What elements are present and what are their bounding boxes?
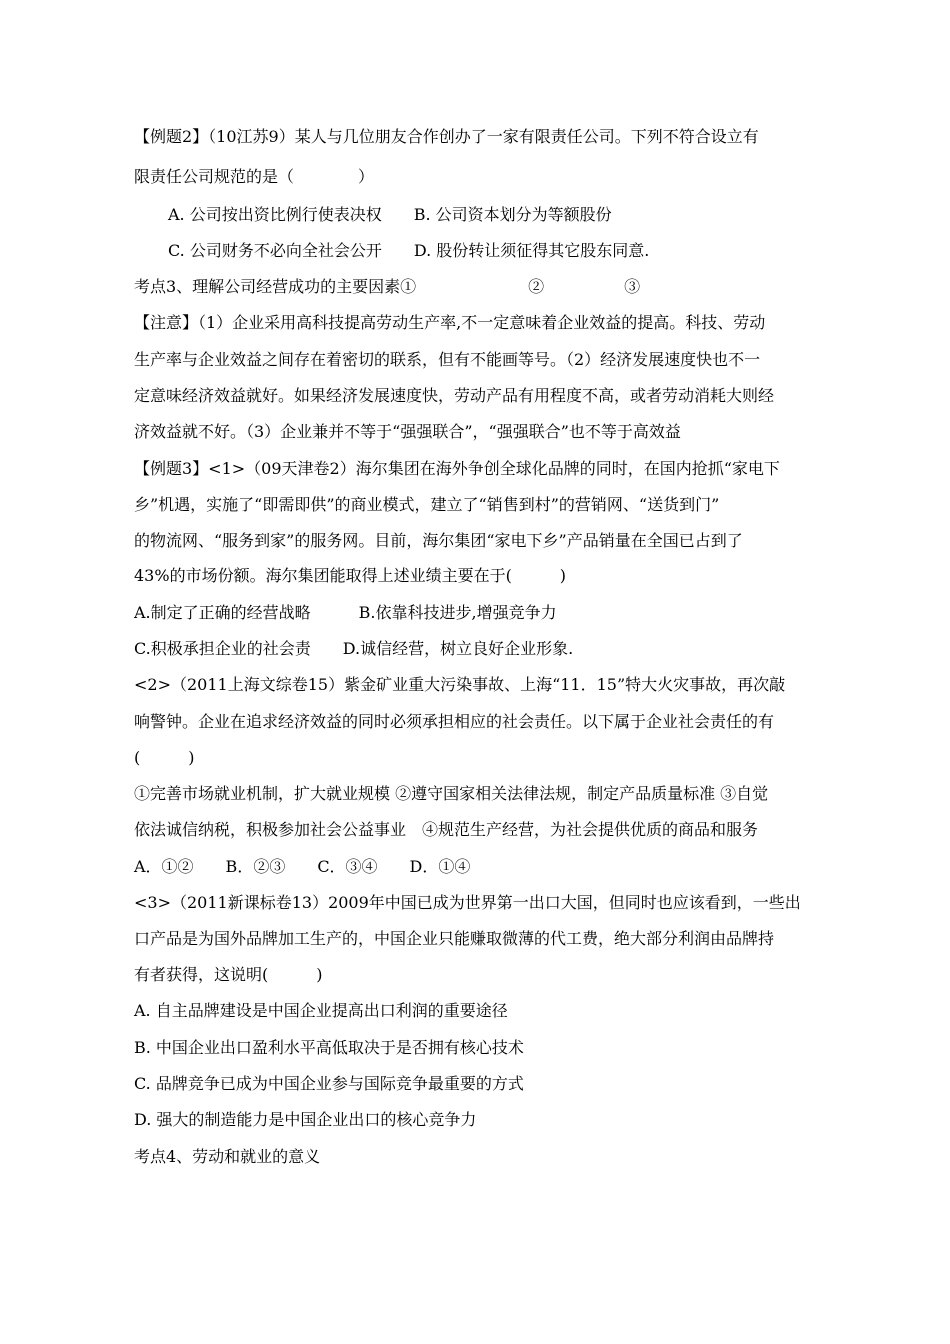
example3-q1-line1: 【例题3】<1>（09天津卷2）海尔集团在海外争创全球化品牌的同时，在国内抢抓“家电下 bbox=[134, 459, 780, 478]
topic4-heading: 考点4、劳动和就业的意义 bbox=[134, 1147, 321, 1166]
example2-question-line1: 【例题2】（10江苏9）某人与几位朋友合作创办了一家有限责任公司。下列不符合设立有 bbox=[134, 127, 759, 146]
example3-q1-line4: 43%的市场份额。海尔集团能取得上述业绩主要在于( ) bbox=[134, 566, 567, 585]
example2-options-ab: A. 公司按出资比例行使表决权 B. 公司资本划分为等额股份 bbox=[168, 205, 612, 224]
note-line3: 定意味经济效益就好。如果经济发展速度快，劳动产品有用程度不高，或者劳动消耗大则经 bbox=[134, 386, 775, 405]
example3-q1-options-cd: C.积极承担企业的社会责 D.诚信经营，树立良好企业形象. bbox=[134, 639, 574, 658]
example3-q1-line2: 乡”机遇，实施了“即需即供”的商业模式，建立了“销售到村”的营销网、“送货到门” bbox=[134, 495, 720, 514]
example3-q1-options-ab: A.制定了正确的经营战略 B.依靠科技进步,增强竞争力 bbox=[134, 603, 557, 622]
example3-q3-line1: <3>（2011新课标卷13）2009年中国已成为世界第一出口大国，但同时也应该看到，一些出 bbox=[134, 893, 801, 912]
note-line4: 济效益就不好。（3）企业兼并不等于“强强联合”，“强强联合”也不等于高效益 bbox=[134, 422, 681, 441]
example3-q2-options: A．①② B．②③ C．③④ D．①④ bbox=[134, 857, 471, 876]
example3-q3-option-c: C. 品牌竞争已成为中国企业参与国际竞争最重要的方式 bbox=[134, 1074, 524, 1093]
example3-q2-statements1: ①完善市场就业机制，扩大就业规模 ②遵守国家相关法律法规，制定产品质量标准 ③自觉 bbox=[134, 784, 769, 803]
example3-q2-line3: ( ) bbox=[134, 748, 195, 767]
example3-q3-option-a: A. 自主品牌建设是中国企业提高出口利润的重要途径 bbox=[134, 1001, 508, 1020]
topic3-heading: 考点3、理解公司经营成功的主要因素① ② ③ bbox=[134, 277, 641, 296]
note-line2: 生产率与企业效益之间存在着密切的联系，但有不能画等号。（2）经济发展速度快也不一 bbox=[134, 350, 761, 369]
example3-q3-option-b: B. 中国企业出口盈利水平高低取决于是否拥有核心技术 bbox=[134, 1038, 524, 1057]
example3-q3-option-d: D. 强大的制造能力是中国企业出口的核心竞争力 bbox=[134, 1110, 477, 1129]
example2-options-cd: C. 公司财务不必向全社会公开 D. 股份转让须征得其它股东同意. bbox=[168, 241, 650, 260]
example3-q3-line2: 口产品是为国外品牌加工生产的，中国企业只能赚取微薄的代工费，绝大部分利润由品牌持 bbox=[134, 929, 775, 948]
example3-q1-line3: 的物流网、“服务到家”的服务网。目前，海尔集团“家电下乡”产品销量在全国已占到了 bbox=[134, 531, 743, 550]
example2-question-line2: 限责任公司规范的是（ ） bbox=[134, 167, 375, 186]
example3-q2-line1: <2>（2011上海文综卷15）紫金矿业重大污染事故、上海“11．15”特大火灾事故，再次敲 bbox=[134, 675, 786, 694]
example3-q2-line2: 响警钟。企业在追求经济效益的同时必须承担相应的社会责任。以下属于企业社会责任的有 bbox=[134, 712, 775, 731]
example3-q2-statements2: 依法诚信纳税，积极参加社会公益事业 ④规范生产经营，为社会提供优质的商品和服务 bbox=[134, 820, 759, 839]
note-line1: 【注意】（1）企业采用高科技提高劳动生产率,不一定意味着企业效益的提高。科技、劳动 bbox=[134, 313, 766, 332]
example3-q3-line3: 有者获得，这说明( ) bbox=[134, 965, 323, 984]
